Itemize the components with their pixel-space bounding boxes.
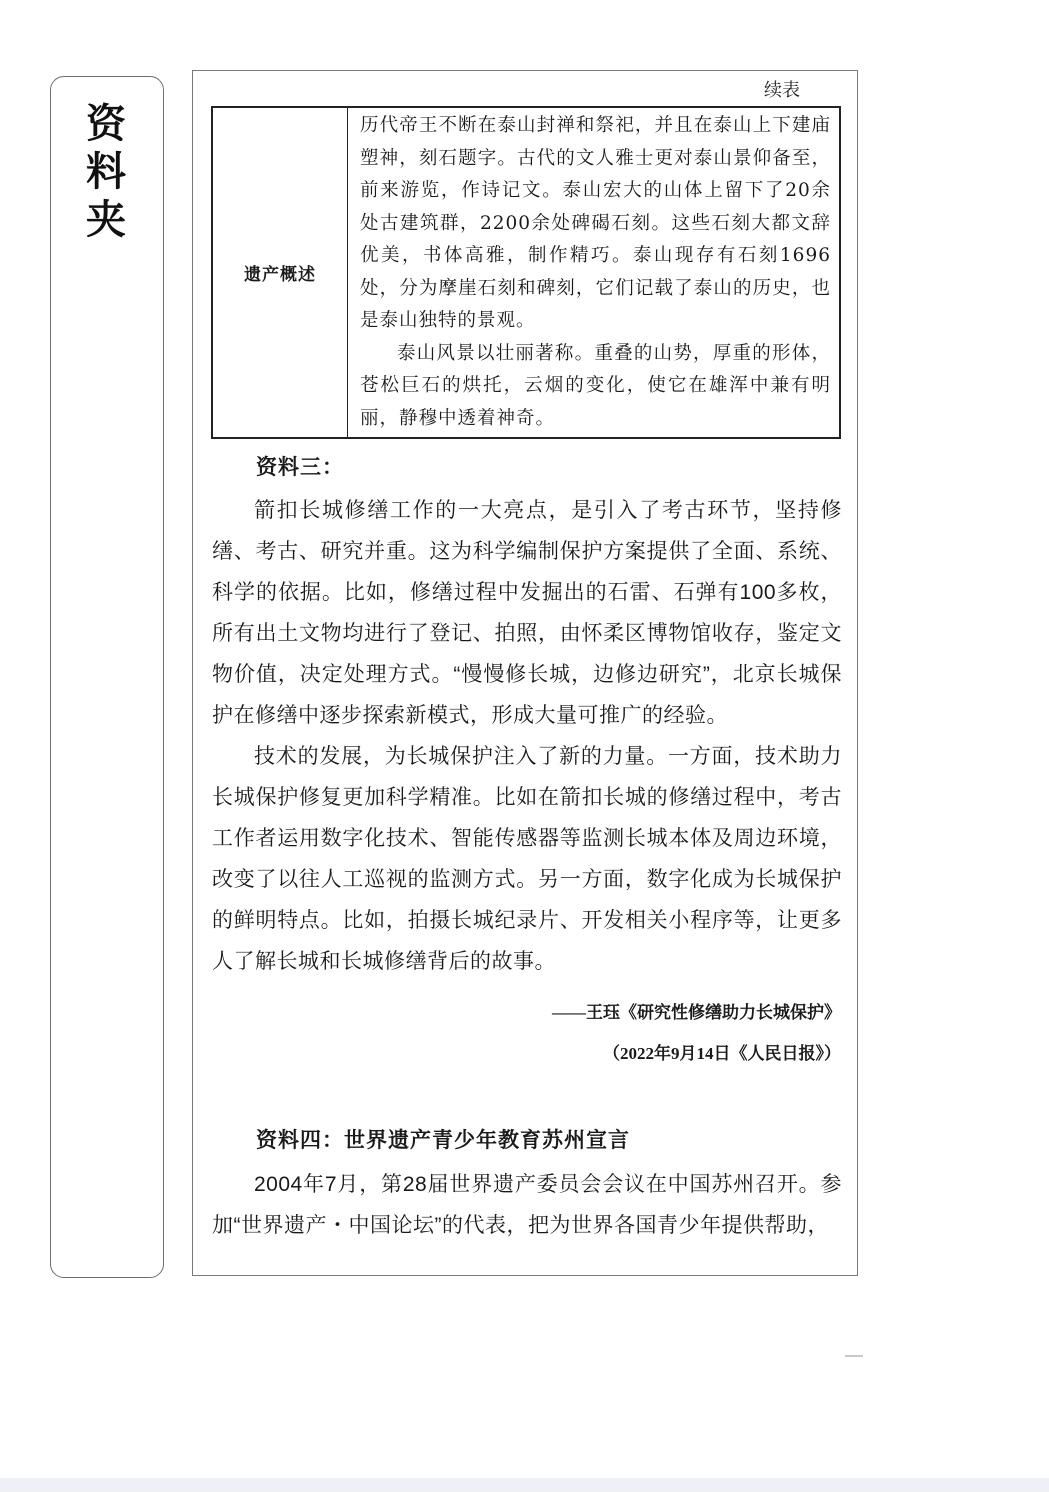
material-four-heading: 资料四：世界遗产青少年教育苏州宣言 <box>256 1127 630 1152</box>
table-content-cell <box>348 107 841 438</box>
table-paragraph: 泰山风景以壮丽著称。重叠的山势，厚重的形体，苍松巨石的烘托，云烟的变化，使它在雄浑中兼有明丽，静穆中透着神奇。 <box>360 342 831 429</box>
sidebar-tab <box>50 76 164 1278</box>
material-three-heading: 资料三： <box>256 454 344 479</box>
table-paragraph: 历代帝王不断在泰山封禅和祭祀，并且在泰山上下建庙塑神，刻石题字。古代的文人雅士更对泰山景仰备至，前来游览，作诗记文。泰山宏大的山体上留下了20余处古建筑群，2200余处碑碣石刻。这些石刻大都文辞优美，书体高雅，制作精巧。泰山现存有石刻1696处，分为摩崖石刻和碑刻，它们记载了泰山的历史，也是泰山独特的景观。 <box>360 115 831 331</box>
body-paragraph: 技术的发展，为长城保护注入了新的力量。一方面，技术助力长城保护修复更加科学精准。比如在箭扣长城的修缮过程中，考古工作者运用数字化技术、智能传感器等监测长城本体及周边环境，改变了以往人工巡视的监测方式。另一方面，数字化成为长城保护的鲜明特点。比如，拍摄长城纪录片、开发相关小程序等，让更多人了解长城和长城修缮背后的故事。 <box>212 745 842 973</box>
source-date: （2022年9月14日《人民日报》） <box>603 1044 841 1063</box>
table-row <box>212 107 840 438</box>
table-label-cell: 遗产概述 <box>212 107 348 438</box>
material-three-body <box>212 490 842 982</box>
bottom-band <box>0 1478 1049 1492</box>
sidebar-label: 资料夹 <box>86 100 126 243</box>
source-author: ——王珏《研究性修缮助力长城保护》 <box>552 1003 841 1022</box>
continue-label: 续表 <box>764 80 800 101</box>
body-paragraph: 箭扣长城修缮工作的一大亮点，是引入了考古环节，坚持修缮、考古、研究并重。这为科学编制保护方案提供了全面、系统、科学的依据。比如，修缮过程中发掘出的石雷、石弹有100多枚，所有出土文物均进行了登记、拍照，由怀柔区博物馆收存，鉴定文物价值，决定处理方式。“慢慢修长城，边修边研究”，北京长城保护在修缮中逐步探索新模式，形成大量可推广的经验。 <box>212 499 842 727</box>
scan-mark <box>845 1355 863 1357</box>
body-paragraph: 2004年7月，第28届世界遗产委员会会议在中国苏州召开。参加“世界遗产・中国论坛”的代表，把为世界各国青少年提供帮助， <box>212 1173 842 1237</box>
heritage-table <box>211 106 841 439</box>
material-four-body <box>212 1164 842 1246</box>
